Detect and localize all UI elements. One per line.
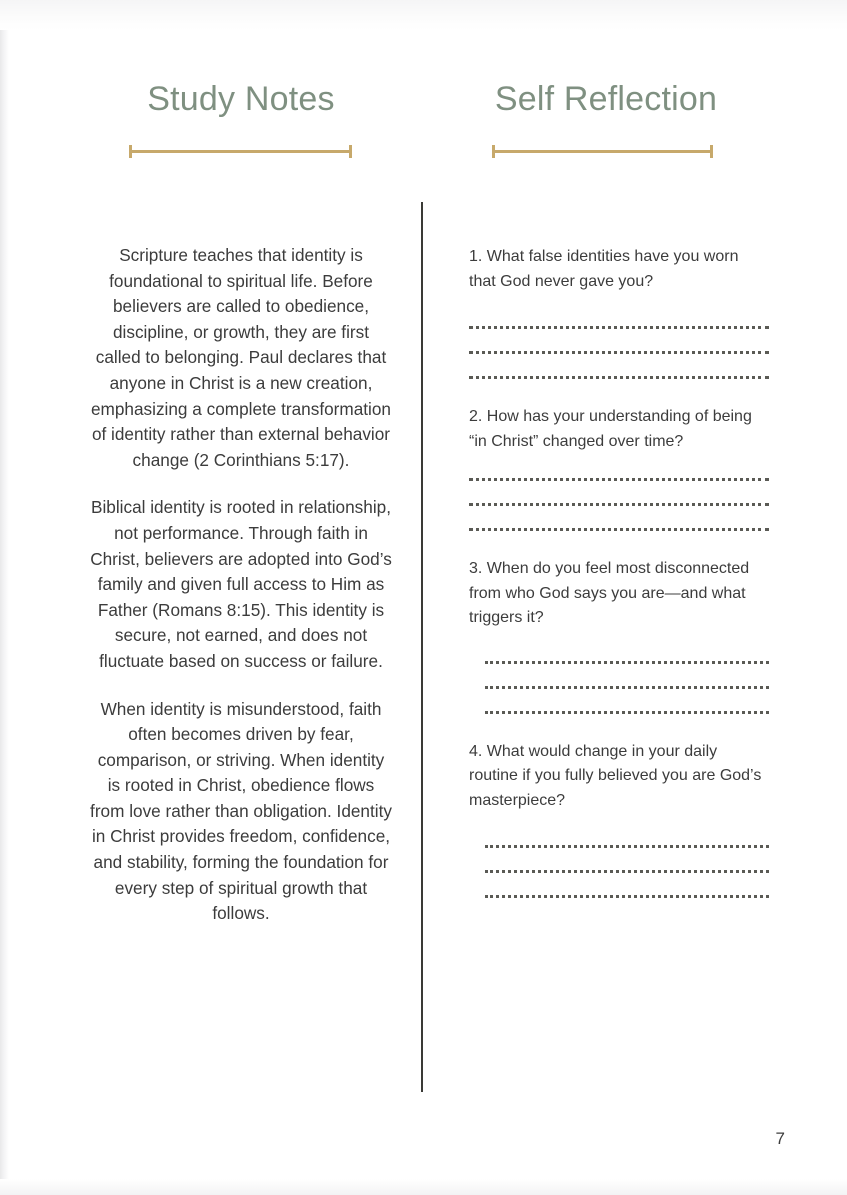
reflection-question-4 — [469, 740, 769, 899]
reflection-question-2 — [469, 405, 769, 531]
self-reflection-heading: Self Reflection — [494, 80, 718, 118]
answer-line[interactable] — [485, 661, 769, 664]
question-text: 2. How has your understanding of being “in Christ” changed over time? — [469, 408, 752, 450]
ornament-rule-left — [129, 145, 352, 158]
ornament-bar — [129, 150, 352, 153]
column-divider — [421, 202, 423, 1092]
answer-lines[interactable] — [469, 306, 769, 379]
answer-line[interactable] — [469, 351, 769, 354]
page-edge-shadow-top — [0, 0, 847, 30]
study-notes-heading: Study Notes — [147, 80, 335, 118]
page-edge-shadow-bottom — [0, 1179, 847, 1195]
ornament-bar — [492, 150, 713, 153]
answer-line[interactable] — [485, 711, 769, 714]
study-notes-paragraph: Biblical identity is rooted in relationship, not performance. Through faith in Christ, believers are adopted into God’s family and given full access to Him as Father (Romans 8:15). This identity is secure, not earned, and does not fluctuate based on success or failure. — [90, 497, 392, 671]
reflection-question-3 — [469, 557, 769, 714]
page-edge-shadow-left — [0, 0, 9, 1195]
reflection-questions-list — [469, 245, 769, 898]
question-text: 3. When do you feel most disconnected from who God says you are—and what triggers it? — [469, 560, 750, 626]
answer-lines[interactable] — [485, 643, 769, 714]
answer-line[interactable] — [485, 870, 769, 873]
answer-lines[interactable] — [469, 466, 769, 531]
study-notes-paragraph: Scripture teaches that identity is foundational to spiritual life. Before believers are called to obedience, discipline, or growth, they are first called to belonging. Paul declares that anyone in Christ is a new creation, emphasizing a complete transformation of identity rather than external behavior change (2 Corinthians 5:17). — [91, 245, 391, 470]
study-notes-paragraph: When identity is misunderstood, faith often becomes driven by fear, comparison, or striving. When identity is rooted in Christ, obedience flows from love rather than obligation. Identity in Christ provides freedom, confidence, and stability, forming the foundation for every step of spiritual growth that follows. — [90, 698, 392, 924]
ornament-end-cap-right — [349, 145, 352, 158]
answer-lines[interactable] — [485, 825, 769, 898]
study-notes-body — [90, 243, 392, 927]
ornament-rule-right — [492, 145, 713, 158]
ornament-end-cap-right — [710, 145, 713, 158]
question-text: 1. What false identities have you worn that God never gave you? — [469, 248, 739, 290]
answer-line[interactable] — [469, 503, 769, 506]
answer-line[interactable] — [485, 845, 769, 848]
page-number: 7 — [775, 1129, 785, 1148]
answer-line[interactable] — [485, 686, 769, 689]
answer-line[interactable] — [485, 895, 769, 898]
answer-line[interactable] — [469, 376, 769, 379]
answer-line[interactable] — [469, 478, 769, 481]
answer-line[interactable] — [469, 528, 769, 531]
answer-line[interactable] — [469, 326, 769, 329]
question-text: 4. What would change in your daily routine if you fully believed you are God’s masterpiece? — [469, 742, 762, 809]
reflection-question-1 — [469, 245, 769, 379]
